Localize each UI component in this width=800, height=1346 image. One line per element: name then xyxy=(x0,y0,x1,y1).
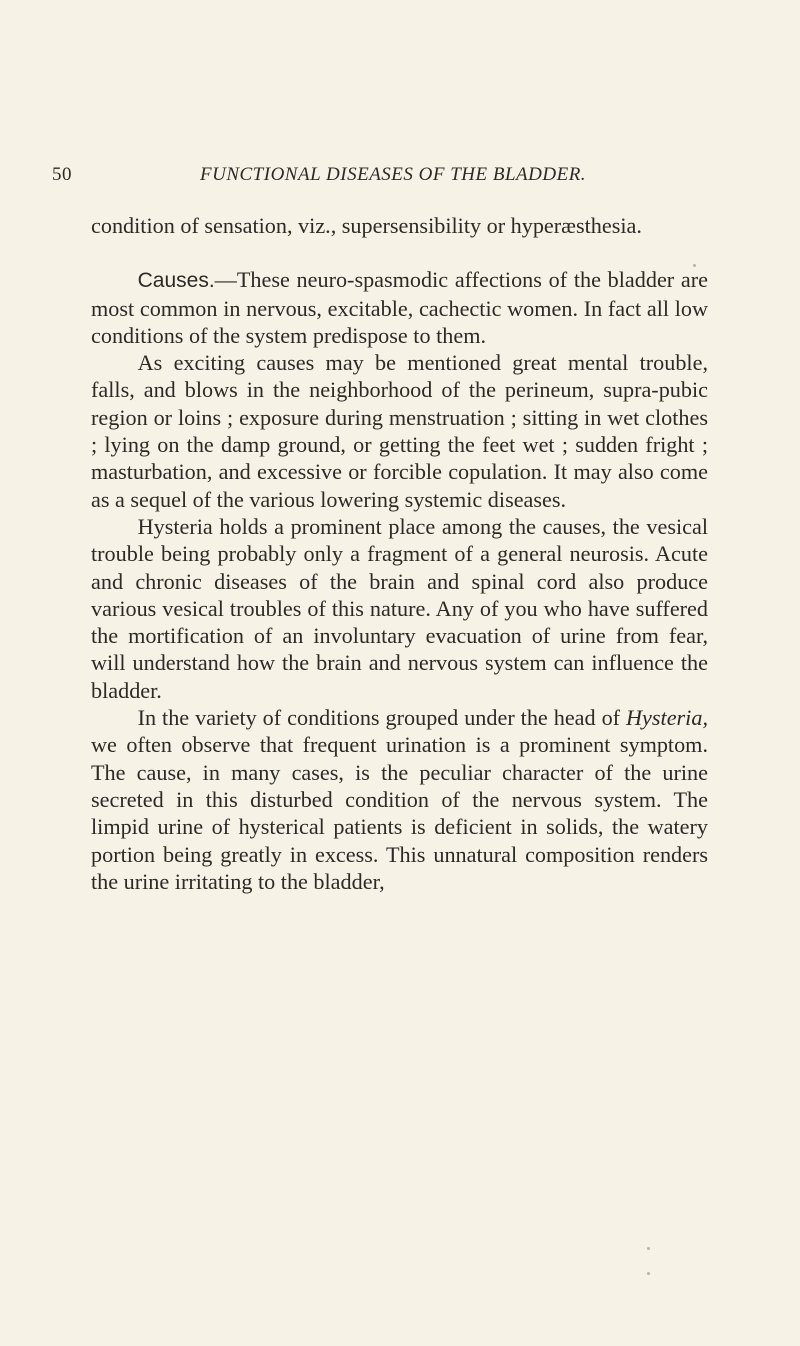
print-speck xyxy=(647,1272,650,1275)
variety-text-end: we often observe that frequent urination is a prominent symptom. The cause, in many cases, is the peculiar character of the urine secreted in this disturbed condition of the nervous system. The limpid urine of hysterical patients is deficient in solids, the watery portion being greatly in excess. This unnatural composition renders the urine irritating to the bladder, xyxy=(91,732,708,894)
paragraph-variety xyxy=(91,704,708,895)
hysteria-italic: Hysteria, xyxy=(626,705,708,731)
running-head xyxy=(52,164,752,190)
print-speck xyxy=(647,1247,650,1250)
paragraph-hysteria: Hysteria holds a prominent place among the causes, the vesical trouble being probably only a fragment of a general neurosis. Acute and chronic diseases of the brain and spinal cord also produce various vesical troubles of this nature. Any of you who have suffered the mortification of an involuntary evacuation of urine from fear, will understand how the brain and nervous system can influence the bladder. xyxy=(91,513,708,703)
paragraph-sensation: condition of sensation, viz., supersensibility or hyperæsthesia. xyxy=(91,213,642,238)
paragraph-exciting-causes: As exciting causes may be mentioned great mental trouble, falls, and blows in the neighborhood of the perineum, supra-pubic region or loins ; exposure during menstruation ; sitting in wet clothes ; lying on the damp ground, or getting the feet wet ; sudden fright ; masturbation, and excessive or forcible copulation. It may also come as a sequel of the various lowering systemic diseases. xyxy=(91,350,708,512)
body-text xyxy=(91,212,708,895)
causes-text: —These neuro-spasmodic affections of the bladder are most common in nervous, excitable, cachectic women. In fact all low conditions of the system predispose to them. xyxy=(91,267,708,348)
section-heading-causes: Causes. xyxy=(137,269,215,293)
page-number: 50 xyxy=(52,164,72,185)
running-title: FUNCTIONAL DISEASES OF THE BLADDER. xyxy=(200,164,587,185)
paragraph-causes xyxy=(91,266,708,349)
print-speck xyxy=(693,264,696,267)
variety-text-start: In the variety of conditions grouped under the head of xyxy=(137,705,627,731)
